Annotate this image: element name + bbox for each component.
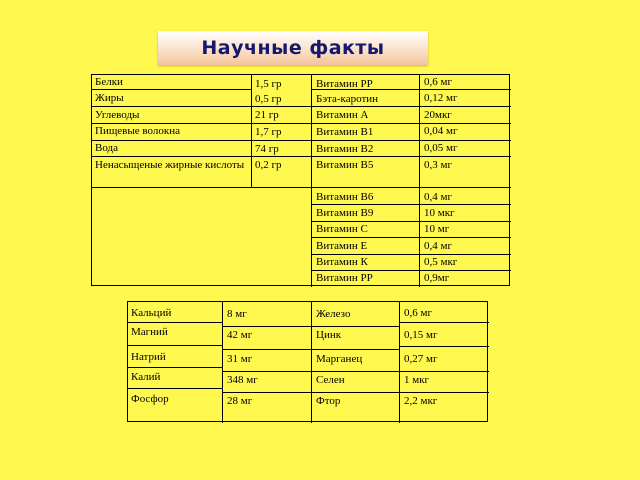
table-cell: Витамин К: [316, 256, 368, 268]
table-cell: 0,05 мг: [424, 142, 458, 154]
table-cell: Витамин В1: [316, 126, 374, 138]
table-cell: Витамин В5: [316, 159, 374, 171]
table-cell: 0,27 мг: [404, 353, 438, 365]
nutrition-table: [91, 74, 510, 286]
table-cell: Селен: [316, 374, 345, 386]
table-cell: Железо: [316, 308, 351, 320]
table-cell: 0,5 гр: [255, 93, 282, 105]
title-banner: [158, 31, 428, 65]
table-cell: Марганец: [316, 353, 363, 365]
table-cell: Витамин В2: [316, 143, 374, 155]
table-cell: 74 гр: [255, 143, 279, 155]
table-cell: 20мкг: [424, 109, 452, 121]
table-cell: 21 гр: [255, 109, 279, 121]
table-cell: 1 мкг: [404, 374, 430, 386]
table-cell: 0,5 мкг: [424, 256, 458, 268]
table-cell: 1,5 гр: [255, 78, 282, 90]
table-cell: Натрий: [131, 351, 166, 363]
table-cell: Вода: [95, 142, 118, 154]
table-cell: Витамин А: [316, 109, 369, 121]
table-cell: Витамин РР: [316, 272, 373, 284]
table-cell: 10 мкг: [424, 207, 455, 219]
table-cell: Витамин РР: [316, 78, 373, 90]
table-cell: 0,6 мг: [424, 76, 452, 88]
table-cell: 0,3 мг: [424, 159, 452, 171]
table-cell: 8 мг: [227, 308, 247, 320]
table-cell: Витамин В9: [316, 207, 374, 219]
table-cell: 2,2 мкг: [404, 395, 438, 407]
table-cell: Фосфор: [131, 393, 169, 405]
table-cell: 0,04 мг: [424, 125, 458, 137]
table-cell: 0,4 мг: [424, 191, 452, 203]
table-cell: Пищевые волокна: [95, 125, 180, 137]
minerals-table: [127, 301, 488, 422]
table-cell: 1,7 гр: [255, 126, 282, 138]
table-cell: 348 мг: [227, 374, 258, 386]
table-cell: Витамин С: [316, 223, 368, 235]
table-cell: 0,15 мг: [404, 329, 438, 341]
table-cell: 31 мг: [227, 353, 253, 365]
table-cell: Калий: [131, 371, 161, 383]
table-cell: 0,6 мг: [404, 307, 432, 319]
table-cell: Жиры: [95, 92, 124, 104]
table-cell: 0,4 мг: [424, 240, 452, 252]
table-cell: Белки: [95, 76, 123, 88]
table-cell: Фтор: [316, 395, 341, 407]
table-cell: 10 мг: [424, 223, 450, 235]
table-cell: Цинк: [316, 329, 342, 341]
table-cell: 42 мг: [227, 329, 253, 341]
table-cell: 0,12 мг: [424, 92, 458, 104]
table-cell: 0,2 гр: [255, 159, 282, 171]
table-cell: Витамин Е: [316, 240, 368, 252]
page-title: Научные факты: [201, 37, 385, 59]
table-cell: 0,9мг: [424, 272, 450, 284]
table-cell: Бэта-каротин: [316, 93, 379, 105]
table-cell: Магний: [131, 326, 168, 338]
table-cell: Витамин В6: [316, 191, 374, 203]
table-cell: Углеводы: [95, 109, 140, 121]
table-cell: 28 мг: [227, 395, 253, 407]
table-cell: Ненасыщеные жирные кислоты: [95, 159, 245, 171]
table-cell: Кальций: [131, 307, 172, 319]
